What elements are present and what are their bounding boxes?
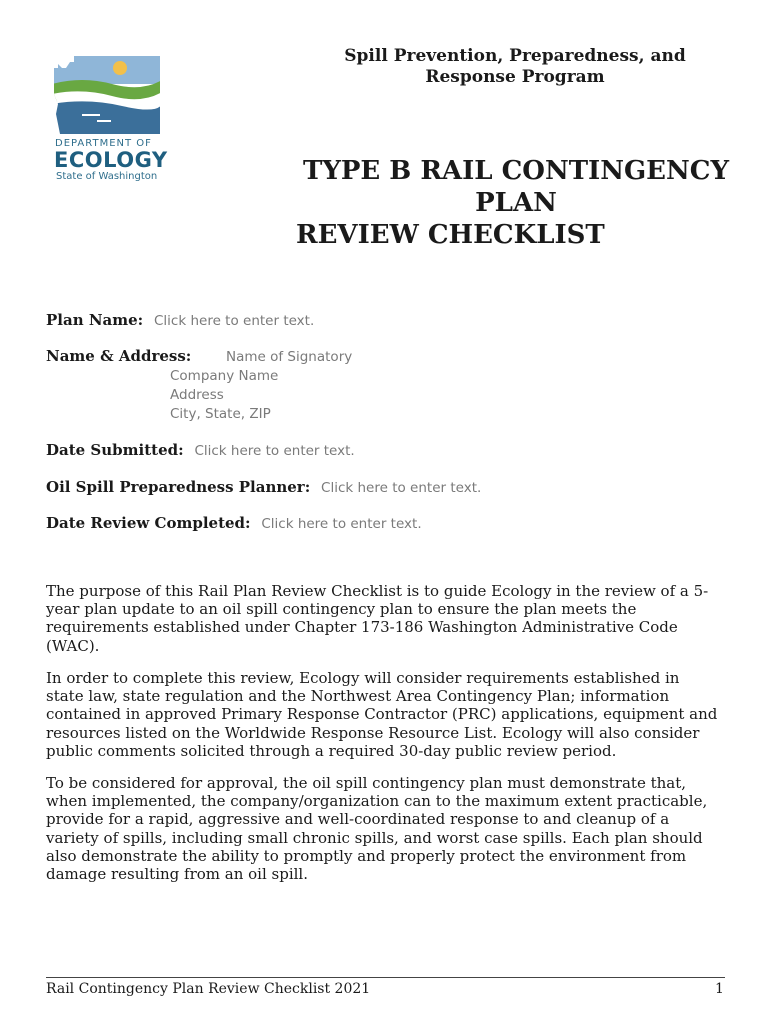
paragraph-purpose: The purpose of this Rail Plan Review Checklist is to guide Ecology in the review of a 5- year plan update to an oil spill contingency plan to ensure the plan meets the requirements established under Chapter 173-186 Washington Administrative Code (WAC). <box>46 582 709 655</box>
ecology-logo <box>52 54 167 182</box>
planner-label: Oil Spill Preparedness Planner: <box>46 478 311 496</box>
signatory-input[interactable]: Name of Signatory <box>226 349 353 365</box>
water-shape <box>52 101 162 134</box>
planner-input[interactable]: Click here to enter text. <box>321 480 482 496</box>
name-address-label: Name & Address: <box>46 347 192 365</box>
company-name-input[interactable]: Company Name <box>170 368 279 384</box>
date-submitted-label: Date Submitted: <box>46 441 184 459</box>
sky-shape <box>52 54 162 84</box>
sun-shape <box>113 61 127 75</box>
name-address-field <box>46 347 191 365</box>
program-name: Spill Prevention, Preparedness, and Response Program <box>344 46 686 87</box>
plan-name-label: Plan Name: <box>46 311 144 329</box>
plan-name-field <box>46 311 314 329</box>
plan-name-input[interactable]: Click here to enter text. <box>154 313 315 329</box>
city-state-zip-input[interactable]: City, State, ZIP <box>170 406 271 422</box>
date-submitted-input[interactable]: Click here to enter text. <box>194 443 355 459</box>
planner-field <box>46 478 481 496</box>
footer-divider <box>46 977 725 978</box>
logo-ecology: ECOLOGY <box>54 148 168 172</box>
logo-state: State of Washington <box>56 171 158 182</box>
date-review-input[interactable]: Click here to enter text. <box>261 516 422 532</box>
paragraph-review: In order to complete this review, Ecology will consider requirements established in state law, state regulation and the Northwest Area Contingency Plan; information contained in approved Primary Response Contractor (PRC) applications, equipment and resources listed on the Worldwide Response Resource List. Ecology will also consider public comments solicited through a required 30-day public review period. <box>46 669 718 760</box>
washington-state-map-icon <box>52 54 162 134</box>
paragraph-approval: To be considered for approval, the oil spill contingency plan must demonstrate that, when implemented, the company/organization can to the maximum extent practicable, provide for a rapid, aggressive and well-coordinated response to and cleanup of a variety of spills, including small chronic spills, and worst case spills. Each plan should also demonstrate the ability to promptly and properly protect the environment from damage resulting from an oil spill. <box>46 774 708 884</box>
date-review-label: Date Review Completed: <box>46 514 251 532</box>
logo-department: DEPARTMENT OF <box>55 138 152 149</box>
address-input[interactable]: Address <box>170 387 224 403</box>
document-title: TYPE B RAIL CONTINGENCY PLAN REVIEW CHECKLIST <box>296 156 730 250</box>
date-review-field <box>46 514 422 532</box>
footer-title: Rail Contingency Plan Review Checklist 2021 <box>46 981 371 997</box>
page-number: 1 <box>715 981 724 997</box>
date-submitted-field <box>46 441 355 459</box>
